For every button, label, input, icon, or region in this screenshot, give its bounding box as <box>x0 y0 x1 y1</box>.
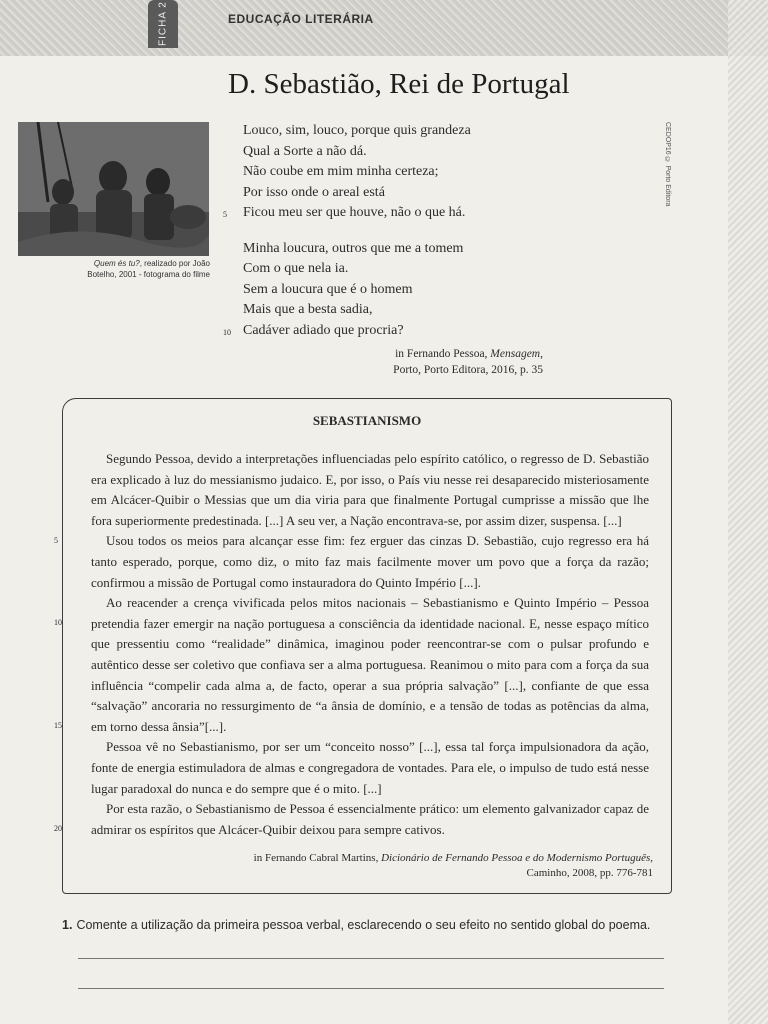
line-number: 5 <box>54 536 58 545</box>
poem-line: Mais que a besta sadia, <box>243 302 373 317</box>
ficha-tab-label: FICHA 2 <box>157 1 169 47</box>
answer-line[interactable] <box>78 988 664 989</box>
question-number: 1. <box>62 918 73 932</box>
poem-line: Com o que nela ia. <box>243 261 349 276</box>
source-book: Mensagem <box>490 348 541 360</box>
poem-stanza-2 <box>223 239 471 342</box>
line-number: 15 <box>54 721 62 731</box>
caption-rest: , realizado por João Botelho, 2001 - fotograma do filme <box>87 259 210 279</box>
poem-line: Sem a loucura que é o homem <box>243 281 413 297</box>
poem-source-line-1 <box>393 346 543 362</box>
poem <box>223 121 471 356</box>
ficha-tab <box>148 0 178 48</box>
line-number: 20 <box>54 824 62 834</box>
box-paragraph-5 <box>54 799 649 840</box>
poem-line <box>223 203 471 224</box>
poem-line: Por isso onde o areal está <box>243 184 385 200</box>
poem-line: Não coube em mim minha certeza; <box>243 164 439 179</box>
source-comma: , <box>540 348 543 360</box>
question-text: Comente a utilização da primeira pessoa verbal, esclarecendo o seu efeito no sentido global do poema. <box>76 918 651 932</box>
answer-line[interactable] <box>78 958 664 959</box>
sebastianismo-box <box>54 398 672 894</box>
line-number: 10 <box>223 327 231 337</box>
film-still-image <box>18 122 209 256</box>
poem-line-text: Ficou meu ser que houve, não o que há. <box>243 205 466 220</box>
paragraph-text: Segundo Pessoa, devido a interpretações influenciadas pelo espírito católico, o regresso de D. Sebastião era explicado à luz do messianismo judaico. E, por isso, o País viu nesse rei desaparecido misteriosamente em Alcácer-Quibir o Messias que um dia viria para que finalmente Portugal cumprisse a missão que lhe fora superiormente predestinada. [...] A seu ver, a Nação encontrava-se, por assim dizer, suspensa. [...] <box>91 451 649 528</box>
source-prefix: in Fernando Cabral Martins, <box>253 852 382 864</box>
box-paragraph-4 <box>91 737 649 799</box>
side-credit: CEDOP16 © Porto Editora <box>664 122 671 207</box>
page-title: D. Sebastião, Rei de Portugal <box>228 68 570 100</box>
poem-line: Louco, sim, louco, porque quis grandeza <box>243 123 471 138</box>
scan-texture-right <box>728 0 768 1024</box>
paragraph-text: Pessoa vê no Sebastianismo, por ser um “conceito nosso” [...], essa tal força impulsionadora da ação, fonte de energia estimuladora de almas e congregadora de vontades. Para ele, o impulso de tudo está nesse lugar paradoxal do nunca e do sempre que é o mito. [...] <box>91 739 649 796</box>
source-prefix: in Fernando Pessoa, <box>395 348 491 360</box>
knights-illustration <box>18 122 209 256</box>
section-label: EDUCAÇÃO LITERÁRIA <box>228 12 374 26</box>
poem-line: Minha loucura, outros que me a tomem <box>243 240 464 256</box>
box-paragraph-2 <box>91 531 649 593</box>
box-text <box>54 449 649 840</box>
question-1 <box>62 918 650 932</box>
poem-line-text: Cadáver adiado que procria? <box>243 322 404 338</box>
caption-title: Quem és tu? <box>93 259 140 268</box>
box-paragraph-1 <box>54 449 649 545</box>
poem-line: Qual a Sorte a não dá. <box>243 143 367 159</box>
box-title: SEBASTIANISMO <box>312 413 422 428</box>
line-number: 10 <box>54 618 62 628</box>
photo-caption <box>76 258 210 280</box>
paragraph-text: Ao reacender a crença vivificada pelos mitos nacionais – Sebastianismo e Quinto Império – Pessoa pretendia fazer emergir na nação portuguesa a consciência da identidade nacional. E, nesse espaço mítico que pressentiu como “realidade” dinâmica, imaginou poder reencontrar-se com o pulsar profundo e autêntico desse ser coletivo que confiava ser a alma portuguesa. Reanimou o mito para com a força da sua influência “compelir cada alma a, de facto, operar a sua própria salvação” [...], confiante de que essa “salvação” ancoraria no ressurgimento de “a ânsia de domínio, e a tensão de todas as potências da alma, em torno dessa ânsia”[...]. <box>91 595 649 734</box>
paragraph-text: Usou todos os meios para alcançar esse fim: fez erguer das cinzas D. Sebastião, cujo regresso era há tanto esperado, porque, como diz, o mito faz mais facilmente mover um povo que a força da razão; confirmou a missão de Portugal como instauradora do Quinto Império [...]. <box>91 533 649 590</box>
box-source-line-1 <box>254 851 653 866</box>
poem-stanza-1 <box>223 121 471 224</box>
poem-source-line-2: Porto, Porto Editora, 2016, p. 35 <box>393 364 543 376</box>
poem-source <box>393 346 543 378</box>
line-number: 5 <box>223 210 227 219</box>
paragraph-text: Por esta razão, o Sebastianismo de Pessoa é essencialmente prático: um elemento galvanizador capaz de admirar os espíritos que Alcácer-Quibir deixou para sempre cativos. <box>91 801 649 837</box>
source-book: Dicionário de Fernando Pessoa e do Modernismo Português <box>381 852 651 864</box>
box-paragraph-3 <box>54 593 649 737</box>
box-source-line-2: Caminho, 2008, pp. 776-781 <box>526 867 653 879</box>
scan-texture-top <box>0 0 768 56</box>
source-comma: , <box>650 852 653 864</box>
box-source <box>254 851 653 881</box>
poem-line <box>223 321 471 342</box>
